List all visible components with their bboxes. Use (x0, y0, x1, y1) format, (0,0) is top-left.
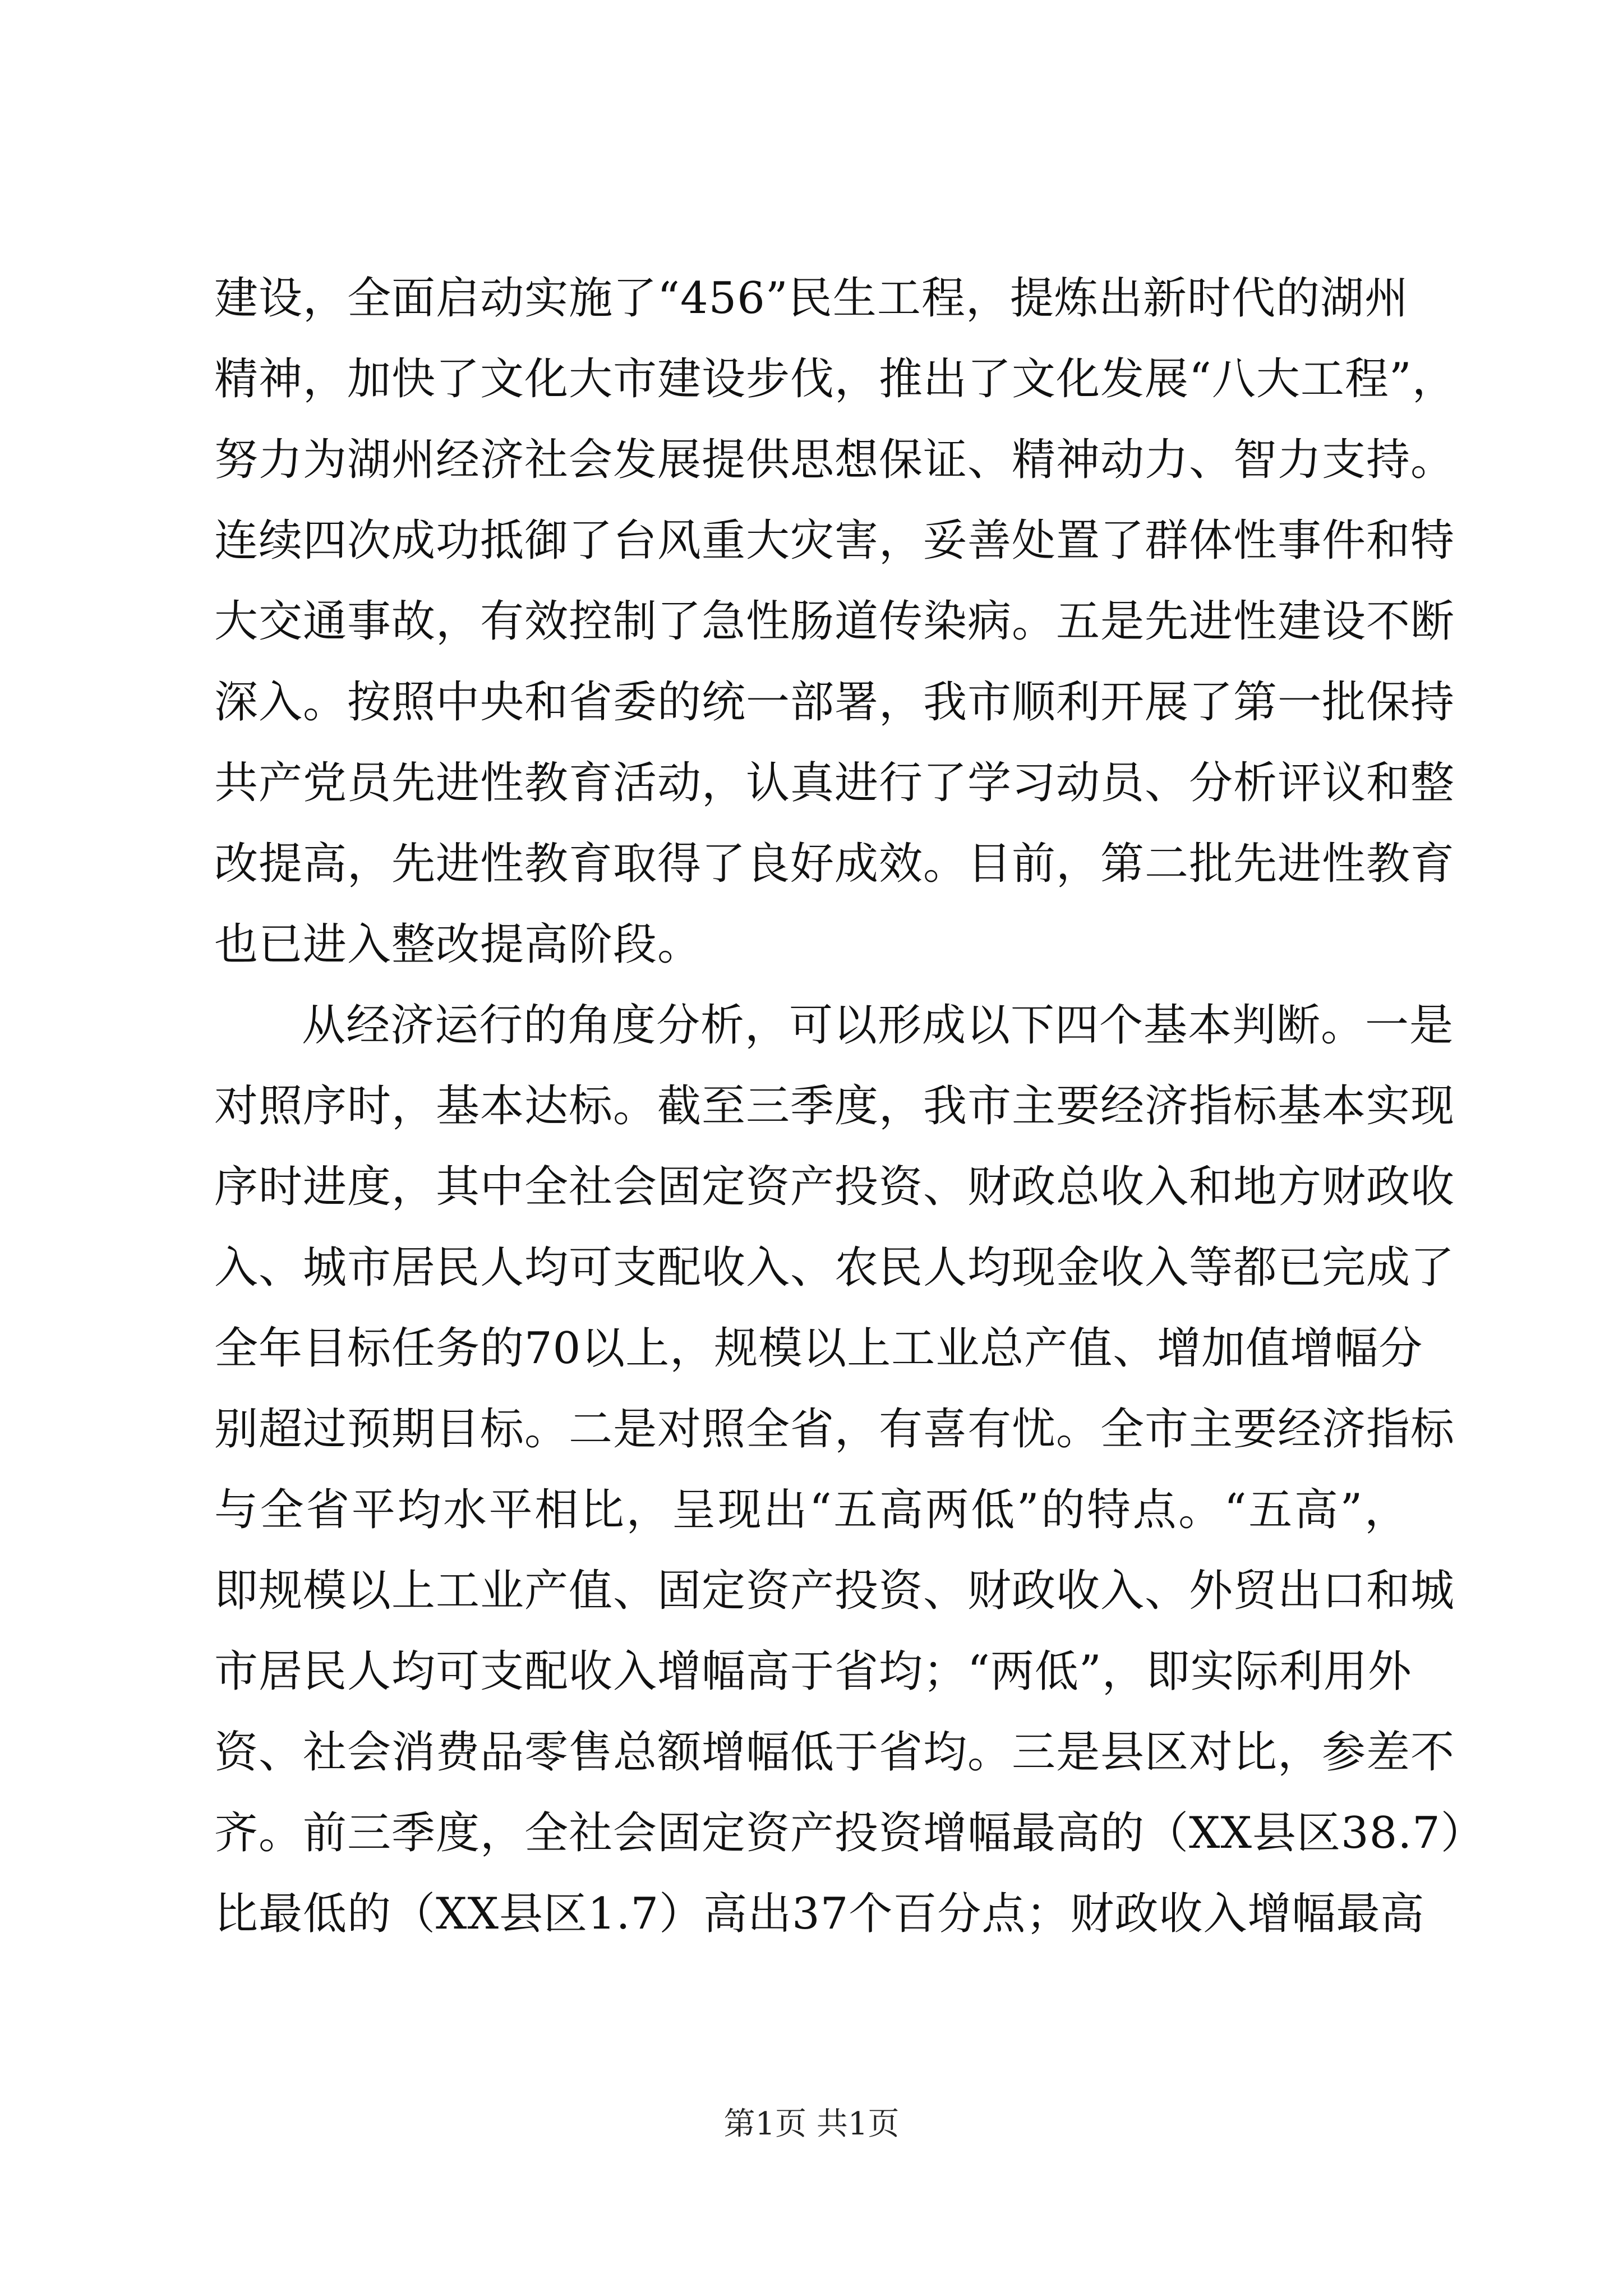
text-line: 别超过预期目标。二是对照全省，有喜有忧。全市主要经济指标 (214, 1404, 1455, 1455)
text-line: 精神，加快了文化大市建设步伐，推出了文化发展“八大工程”， (214, 354, 1456, 404)
text-line: 入、城市居民人均可支配收入、农民人均现金收入等都已完成了 (214, 1243, 1455, 1293)
document-body (214, 258, 1485, 1954)
text-line: 共产党员先进性教育活动，认真进行了学习动员、分析评议和整 (214, 758, 1455, 808)
text-line: 比最低的（XX县区1.7）高出37个百分点；财政收入增幅最高 (214, 1889, 1425, 1939)
text-line: 努力为湖州经济社会发展提供思想保证、精神动力、智力支持。 (214, 435, 1455, 485)
page-number-label: 第1页 共1页 (723, 2106, 900, 2142)
text-line: 对照序时，基本达标。截至三季度，我市主要经济指标基本实现 (214, 1081, 1455, 1131)
paragraph-2 (214, 985, 1485, 1954)
text-line: 从经济运行的角度分析，可以形成以下四个基本判断。一是 (302, 1000, 1454, 1051)
text-line: 齐。前三季度，全社会固定资产投资增幅最高的（XX县区38.7） (214, 1808, 1485, 1858)
text-line: 也已进入整改提高阶段。 (214, 919, 702, 970)
text-line: 与全省平均水平相比，呈现出“五高两低”的特点。“五高”， (214, 1485, 1409, 1535)
text-line: 即规模以上工业产值、固定资产投资、财政收入、外贸出口和城 (214, 1566, 1455, 1616)
text-line: 市居民人均可支配收入增幅高于省均；“两低”，即实际利用外 (214, 1646, 1412, 1697)
text-line: 建设，全面启动实施了“456”民生工程，提炼出新时代的湖州 (214, 273, 1409, 324)
text-line: 序时进度，其中全社会固定资产投资、财政总收入和地方财政收 (214, 1162, 1455, 1212)
text-line: 全年目标任务的70以上，规模以上工业总产值、增加值增幅分 (214, 1323, 1423, 1374)
paragraph-1 (214, 258, 1456, 985)
text-line: 连续四次成功抵御了台风重大灾害，妥善处置了群体性事件和特 (214, 516, 1455, 566)
text-line: 资、社会消费品零售总额增幅低于省均。三是县区对比，参差不 (214, 1727, 1455, 1778)
text-line: 大交通事故，有效控制了急性肠道传染病。五是先进性建设不断 (214, 596, 1455, 647)
text-line: 改提高，先进性教育取得了良好成效。目前，第二批先进性教育 (214, 839, 1455, 889)
page-footer (0, 2105, 1623, 2144)
text-line: 深入。按照中央和省委的统一部署，我市顺利开展了第一批保持 (214, 677, 1455, 728)
